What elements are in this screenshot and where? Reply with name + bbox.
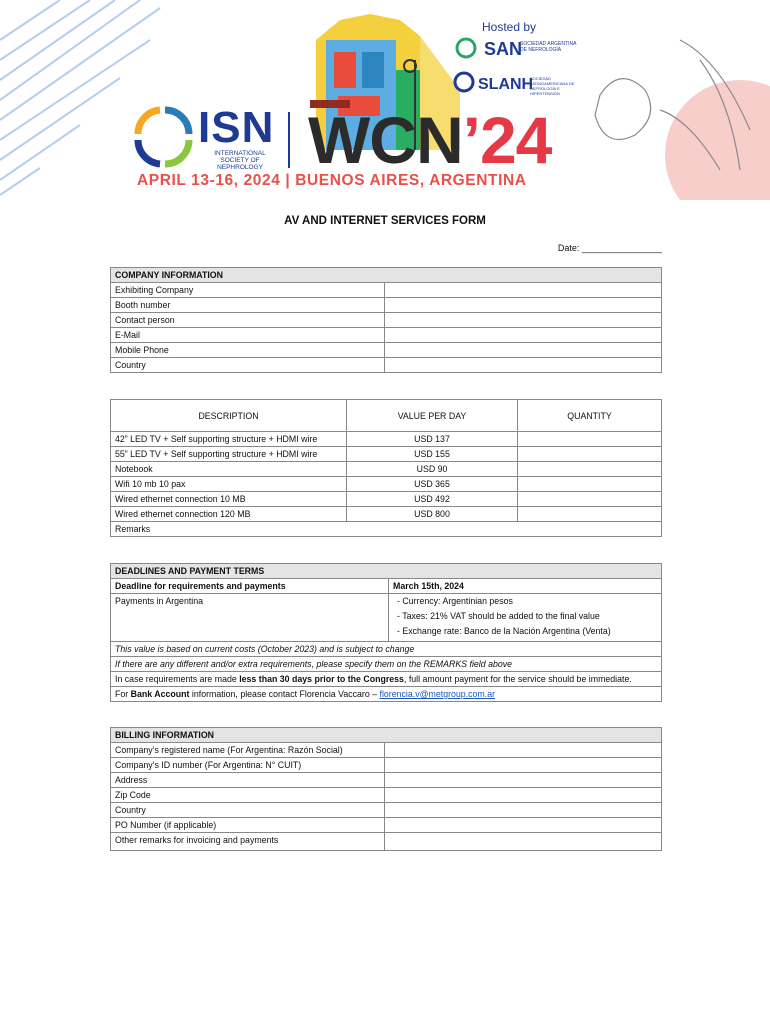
booth-number-input[interactable] — [385, 298, 662, 313]
item-value: USD 800 — [347, 507, 518, 522]
note-extra-requirements: If there are any different and/or extra requirements, please specify them on the REMARKS field above — [111, 657, 662, 672]
value-per-day-column-header: VALUE PER DAY — [347, 400, 518, 432]
item-value: USD 155 — [347, 447, 518, 462]
note-late-pre: In case requirements are made — [115, 674, 240, 684]
date-field[interactable]: Date: ________________ — [557, 243, 662, 253]
table-row — [111, 803, 662, 818]
other-remarks-input[interactable] — [385, 833, 662, 851]
item-value: USD 492 — [347, 492, 518, 507]
deadline-value: March 15th, 2024 — [389, 579, 662, 594]
email-input[interactable] — [385, 328, 662, 343]
table-row — [111, 328, 662, 343]
remarks-field[interactable]: Remarks — [111, 522, 662, 537]
description-column-header: DESCRIPTION — [111, 400, 347, 432]
table-row — [111, 788, 662, 803]
country-input[interactable] — [385, 358, 662, 373]
field-label: E-Mail — [111, 328, 385, 343]
right-red-circle — [665, 80, 770, 200]
billing-information-header: BILLING INFORMATION — [111, 728, 662, 743]
table-row — [111, 492, 662, 507]
billing-country-input[interactable] — [385, 803, 662, 818]
item-value: USD 90 — [347, 462, 518, 477]
wcn-logo — [308, 102, 551, 178]
contact-email-link[interactable]: florencia.v@metgroup.com.ar — [379, 689, 496, 699]
company-information-table — [110, 267, 662, 373]
payment-term-currency: - Currency: Argentinian pesos — [389, 594, 662, 609]
table-row — [111, 283, 662, 298]
table-row — [111, 343, 662, 358]
services-table — [110, 399, 662, 537]
field-label: Company’s registered name (For Argentina: Razón Social) — [111, 743, 385, 758]
zip-code-input[interactable] — [385, 788, 662, 803]
quantity-input[interactable] — [518, 492, 662, 507]
table-row — [111, 358, 662, 373]
contact-person-input[interactable] — [385, 313, 662, 328]
bank-account-note — [111, 687, 662, 702]
san-logo-text: SAN — [484, 39, 523, 59]
quantity-input[interactable] — [518, 447, 662, 462]
isn-logo-mark — [138, 110, 189, 164]
bank-note-pre: For — [115, 689, 131, 699]
wcn-logo-text: WCN — [308, 103, 463, 177]
header-banner — [0, 0, 770, 200]
table-row — [111, 462, 662, 477]
field-label: Other remarks for invoicing and payments — [111, 833, 385, 851]
deadlines-header: DEADLINES AND PAYMENT TERMS — [111, 564, 662, 579]
bank-note-post: information, please contact Florencia Vaccaro – — [189, 689, 380, 699]
table-row — [111, 522, 662, 537]
registered-name-input[interactable] — [385, 743, 662, 758]
payment-term-taxes: - Taxes: 21% VAT should be added to the final value — [389, 609, 662, 624]
table-row — [111, 507, 662, 522]
table-row — [111, 298, 662, 313]
slanh-logo-text: SLANH — [478, 76, 534, 93]
isn-subtitle: INTERNATIONAL SOCIETY OF NEPHROLOGY — [214, 150, 266, 171]
field-label: Booth number — [111, 298, 385, 313]
quantity-input[interactable] — [518, 507, 662, 522]
slanh-subtitle: SOCIEDAD LATINOAMERICANA DE NEFROLOGÍA E HIPERTENSIÓN — [530, 76, 575, 96]
item-value: USD 365 — [347, 477, 518, 492]
table-row — [111, 818, 662, 833]
payments-label: Payments in Argentina — [111, 594, 389, 642]
wcn-logo-year: ’24 — [462, 103, 552, 177]
note-current-costs: This value is based on current costs (October 2023) and is subject to change — [111, 642, 662, 657]
item-description: 42” LED TV + Self supporting structure + HDMI wire — [111, 432, 347, 447]
item-description: Wired ethernet connection 120 MB — [111, 507, 347, 522]
item-value: USD 137 — [347, 432, 518, 447]
field-label: Address — [111, 773, 385, 788]
note-late-bold: less than 30 days prior to the Congress — [239, 674, 404, 684]
payment-term-exchange: - Exchange rate: Banco de la Nación Argentina (Venta) — [389, 624, 662, 642]
table-row — [111, 743, 662, 758]
field-label: Mobile Phone — [111, 343, 385, 358]
address-input[interactable] — [385, 773, 662, 788]
table-row — [111, 758, 662, 773]
form-title: AV AND INTERNET SERVICES FORM — [284, 215, 486, 227]
note-late-requirements — [111, 672, 662, 687]
table-row — [111, 313, 662, 328]
san-logo-mark — [457, 39, 475, 57]
item-description: Wifi 10 mb 10 pax — [111, 477, 347, 492]
hosted-by-label: Hosted by — [482, 20, 537, 34]
event-date-location: APRIL 13-16, 2024 | BUENOS AIRES, ARGENTINA — [137, 172, 527, 189]
field-label: Company’s ID number (For Argentina: N° CUIT) — [111, 758, 385, 773]
field-label: Country — [111, 803, 385, 818]
company-id-input[interactable] — [385, 758, 662, 773]
table-row — [111, 477, 662, 492]
mobile-phone-input[interactable] — [385, 343, 662, 358]
table-row — [111, 773, 662, 788]
item-description: Wired ethernet connection 10 MB — [111, 492, 347, 507]
item-description: 55” LED TV + Self supporting structure + HDMI wire — [111, 447, 347, 462]
company-information-header: COMPANY INFORMATION — [111, 268, 662, 283]
table-row — [111, 432, 662, 447]
field-label: Exhibiting Company — [111, 283, 385, 298]
quantity-column-header: QUANTITY — [518, 400, 662, 432]
note-late-post: , full amount payment for the service should be immediate. — [403, 674, 632, 684]
table-row — [111, 447, 662, 462]
slanh-logo-mark — [455, 73, 473, 91]
left-sketch-decoration — [0, 0, 160, 195]
exhibiting-company-input[interactable] — [385, 283, 662, 298]
quantity-input[interactable] — [518, 432, 662, 447]
po-number-input[interactable] — [385, 818, 662, 833]
field-label: Zip Code — [111, 788, 385, 803]
item-description: Notebook — [111, 462, 347, 477]
bank-note-bold: Bank Account — [130, 689, 190, 699]
isn-logo-text: ISN — [198, 103, 275, 152]
deadlines-table — [110, 563, 662, 702]
deadline-label: Deadline for requirements and payments — [111, 579, 389, 594]
field-label: Country — [111, 358, 385, 373]
billing-information-table — [110, 727, 662, 851]
field-label: Contact person — [111, 313, 385, 328]
quantity-input[interactable] — [518, 462, 662, 477]
table-row — [111, 833, 662, 851]
quantity-input[interactable] — [518, 477, 662, 492]
san-subtitle: SOCIEDAD ARGENTINA DE NEFROLOGÍA — [520, 41, 577, 53]
field-label: PO Number (if applicable) — [111, 818, 385, 833]
